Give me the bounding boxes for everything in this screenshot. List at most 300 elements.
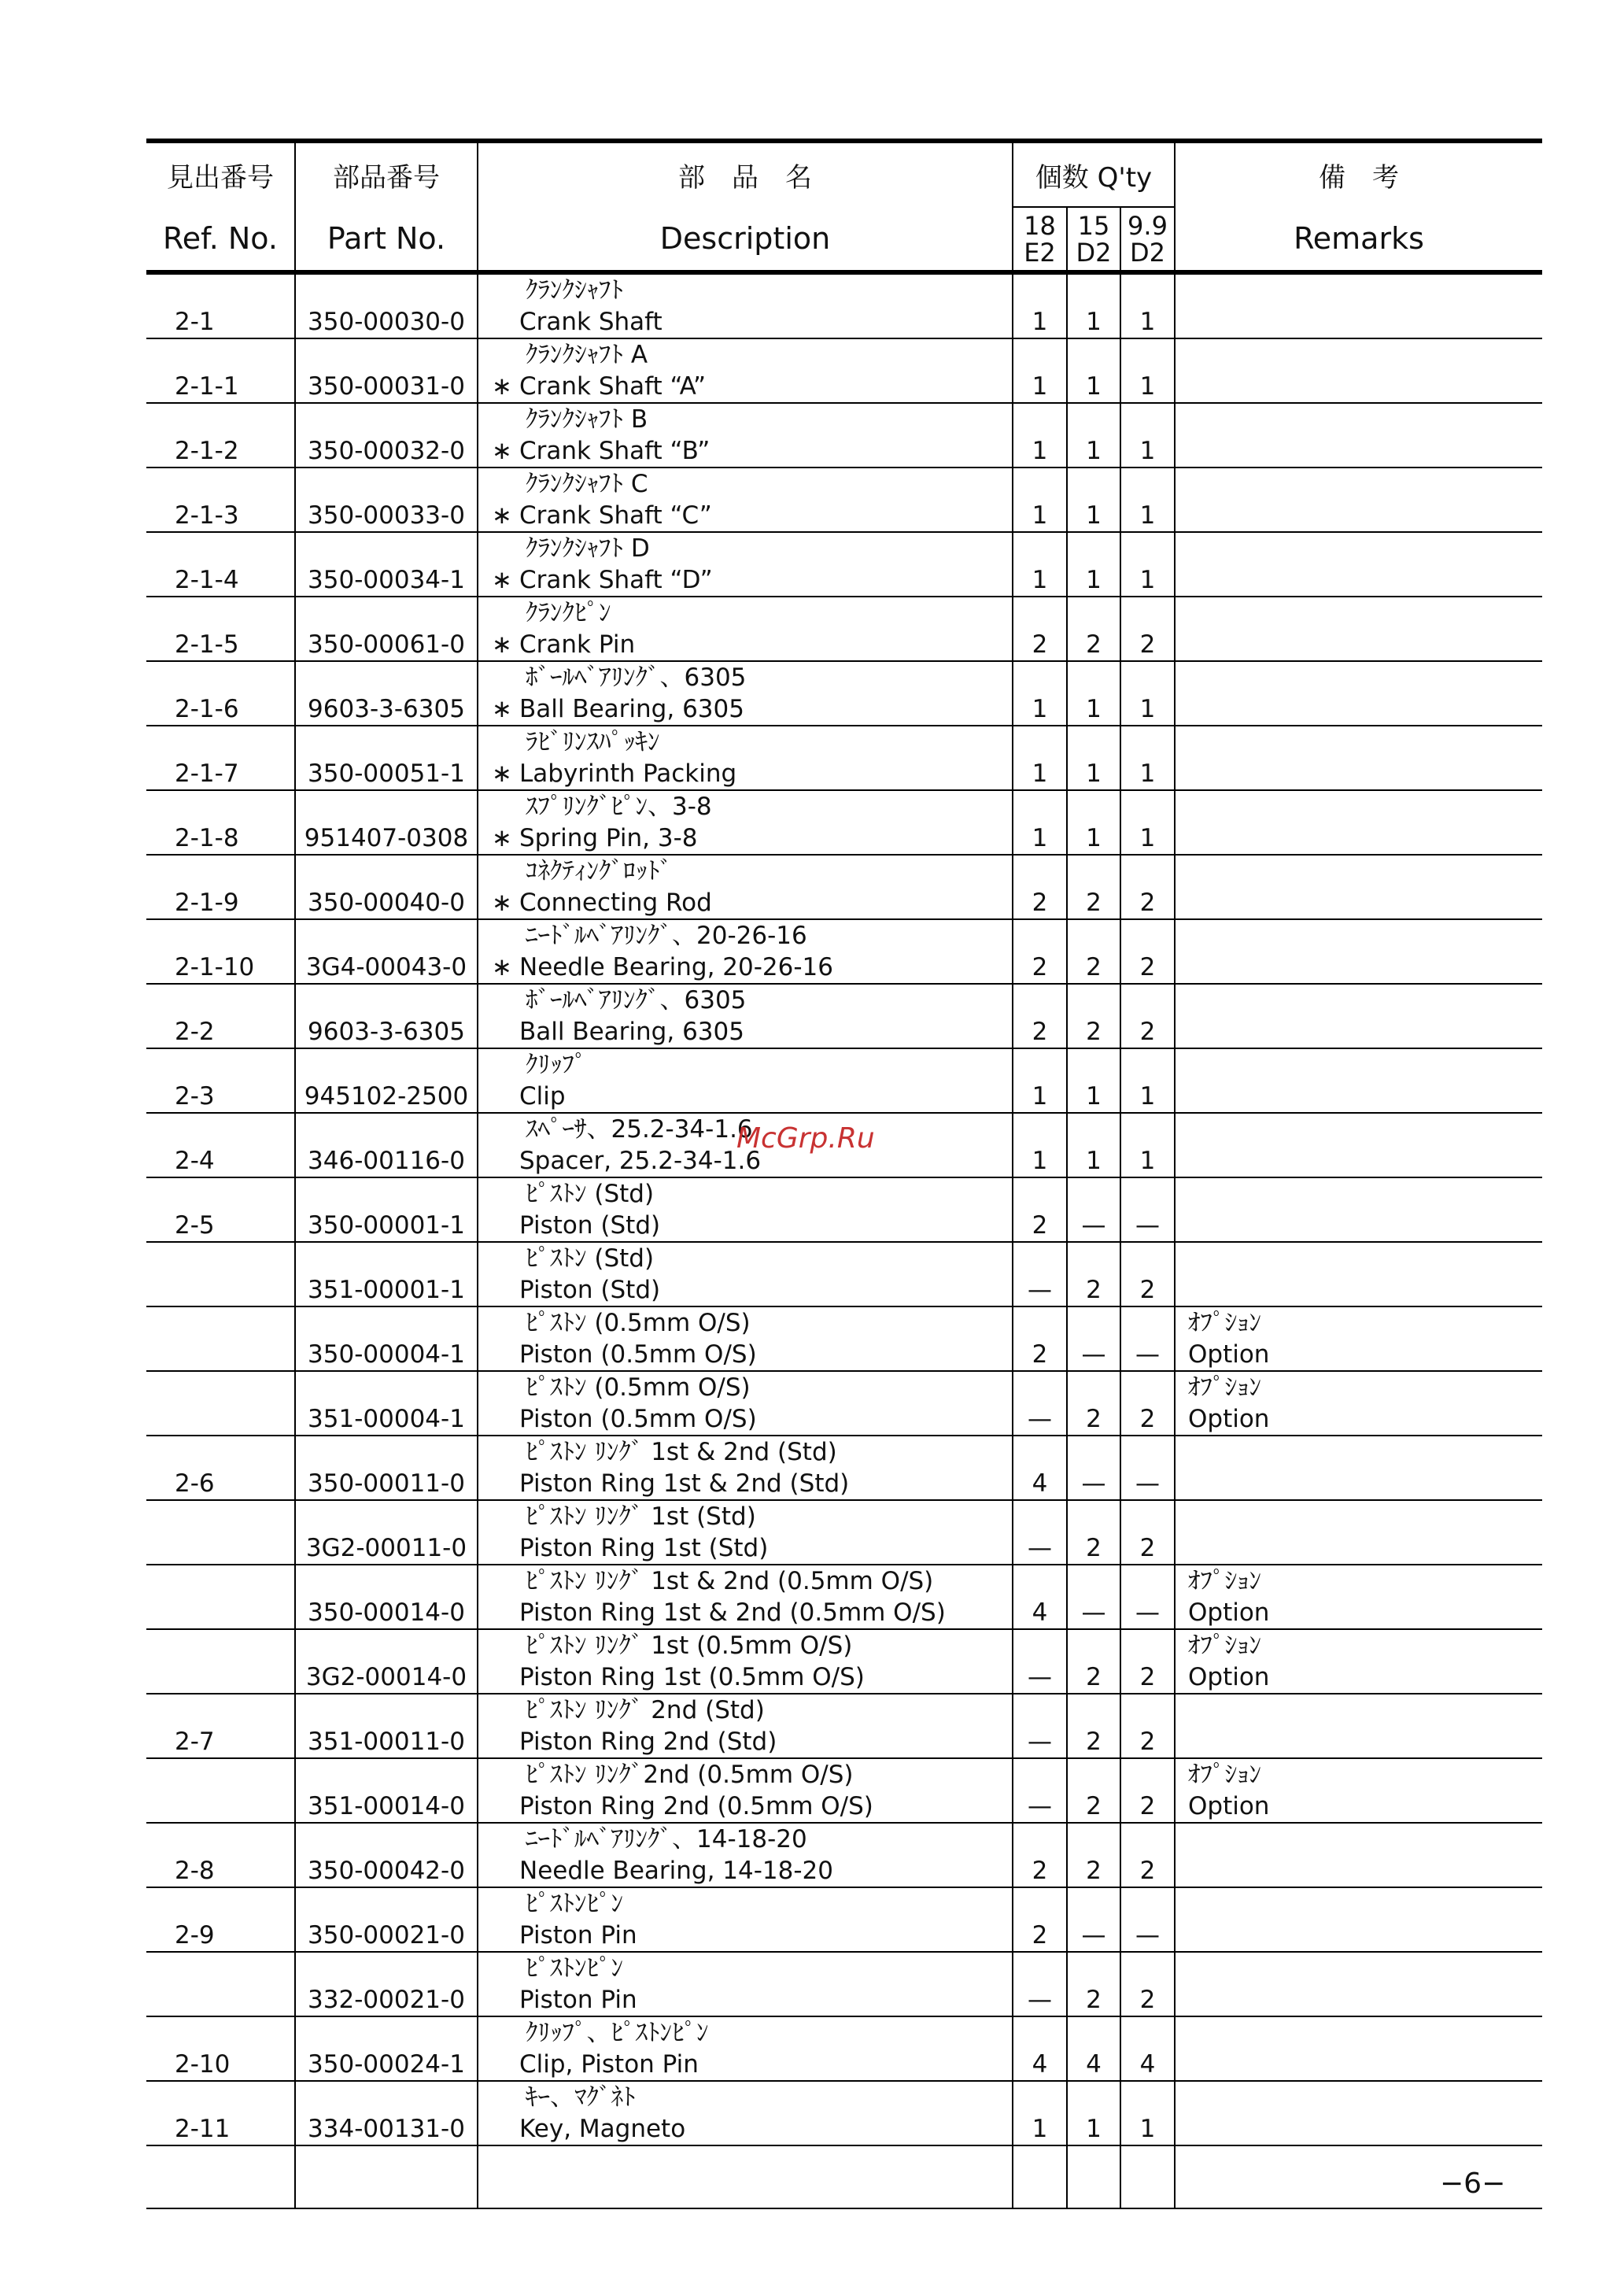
description-jp: ｺﾈｸﾃｨﾝｸﾞﾛｯﾄﾞ <box>526 857 672 885</box>
ref-no-cell: 2-1-4 <box>146 532 295 597</box>
qty-15d2-cell: — <box>1067 1436 1120 1500</box>
qty-99d2-cell: 2 <box>1120 1823 1175 1887</box>
description-jp: ﾋﾟｽﾄﾝ ﾘﾝｸﾞ2nd (0.5mm O/S) <box>526 1761 854 1789</box>
assembly-marker: ∗ <box>492 501 512 530</box>
table-row <box>146 1758 1542 1823</box>
remarks-cell <box>1175 919 1542 984</box>
qty-15d2-cell: 2 <box>1067 984 1120 1048</box>
qty-18e2-cell: 1 <box>1013 338 1067 403</box>
assembly-marker: ∗ <box>492 695 512 723</box>
remarks-cell <box>1175 1113 1542 1177</box>
part-no-cell: 346-00116-0 <box>295 1113 478 1177</box>
part-no-cell: 350-00034-1 <box>295 532 478 597</box>
description-en: Piston Ring 1st & 2nd (Std) <box>519 1469 850 1498</box>
remarks-en: Option <box>1188 1598 1270 1627</box>
description-en: Needle Bearing, 20-26-16 <box>519 953 833 981</box>
qty-99d2-cell: 1 <box>1120 338 1175 403</box>
description-en-line <box>485 500 1012 531</box>
ref-no-cell <box>146 1500 295 1565</box>
watermark: McGrp.Ru <box>736 1122 875 1155</box>
qty-18e2-cell: 1 <box>1013 661 1067 726</box>
remarks-en: Option <box>1188 1405 1270 1433</box>
description-jp: ﾋﾟｽﾄﾝ ﾘﾝｸﾞ 1st (0.5mm O/S) <box>526 1632 853 1660</box>
remarks-header-en: Remarks <box>1175 207 1542 272</box>
table-row <box>146 272 1542 338</box>
description-header-en: Description <box>478 207 1013 272</box>
part-no-cell: 350-00011-0 <box>295 1436 478 1500</box>
remarks-jp: ｵﾌﾟｼｮﾝ <box>1188 1567 1261 1595</box>
remarks-jp: ｵﾌﾟｼｮﾝ <box>1188 1309 1261 1337</box>
assembly-marker: ∗ <box>492 372 512 401</box>
description-en-line <box>485 1468 1012 1499</box>
table-row <box>146 1565 1542 1629</box>
description-jp: ｽﾌﾟﾘﾝｸﾞﾋﾟﾝ、3-8 <box>526 793 712 821</box>
qty-col-15d2-header: 15 D2 <box>1067 207 1120 272</box>
description-en: Key, Magneto <box>519 2115 686 2143</box>
remarks-jp: ｵﾌﾟｼｮﾝ <box>1188 1761 1261 1789</box>
description-jp: ﾋﾟｽﾄﾝﾋﾟﾝ <box>526 1890 623 1918</box>
qty-18e2-cell: 1 <box>1013 403 1067 468</box>
qty-18e2-cell: 2 <box>1013 919 1067 984</box>
description-cell <box>478 1306 1013 1371</box>
ref-no-cell: 2-5 <box>146 1177 295 1242</box>
qty-99d2-cell: 1 <box>1120 2081 1175 2145</box>
description-jp: ﾋﾟｽﾄﾝﾋﾟﾝ <box>526 1954 623 1983</box>
ref-no-header-jp: 見出番号 <box>146 141 295 207</box>
remarks-cell <box>1175 726 1542 790</box>
part-no-cell: 350-00033-0 <box>295 468 478 532</box>
ref-no-cell: 2-3 <box>146 1048 295 1113</box>
qty-99d2-cell: — <box>1120 1177 1175 1242</box>
empty-row <box>146 2145 1542 2208</box>
qty-99d2-cell: — <box>1120 1436 1175 1500</box>
description-cell <box>478 532 1013 597</box>
description-en-line <box>485 2049 1012 2080</box>
description-en: Piston (0.5mm O/S) <box>519 1405 757 1433</box>
remarks-cell <box>1175 1565 1542 1629</box>
description-en-line <box>485 1532 1012 1564</box>
description-en-line <box>485 629 1012 660</box>
qty-15d2-cell: 2 <box>1067 1758 1120 1823</box>
part-no-cell: 3G2-00011-0 <box>295 1500 478 1565</box>
description-en: Piston (Std) <box>519 1276 661 1304</box>
remarks-cell <box>1175 790 1542 855</box>
part-no-cell: 350-00021-0 <box>295 1887 478 1952</box>
description-en-line <box>485 1597 1012 1628</box>
description-en: Piston (0.5mm O/S) <box>519 1340 757 1369</box>
description-jp: ｸﾗﾝｸｼｬﾌﾄ D <box>526 534 650 563</box>
qty-99d2-cell: 2 <box>1120 1758 1175 1823</box>
description-en: Crank Shaft “B” <box>519 437 710 465</box>
remarks-cell <box>1175 1694 1542 1758</box>
qty-18e2-cell: 2 <box>1013 855 1067 919</box>
part-no-cell: 350-00014-0 <box>295 1565 478 1629</box>
description-jp: ｸﾗﾝｸｼｬﾌﾄ B <box>526 405 648 434</box>
part-no-cell: 350-00004-1 <box>295 1306 478 1371</box>
qty-15d2-cell: 1 <box>1067 468 1120 532</box>
table-row <box>146 1823 1542 1887</box>
remarks-jp: ｵﾌﾟｼｮﾝ <box>1188 1373 1261 1402</box>
description-en: Crank Shaft “D” <box>519 566 713 594</box>
description-en-line <box>485 1984 1012 2016</box>
remarks-cell <box>1175 1177 1542 1242</box>
description-en-line <box>485 1791 1012 1822</box>
description-jp: ﾋﾟｽﾄﾝ (0.5mm O/S) <box>526 1373 751 1402</box>
description-jp: ﾋﾟｽﾄﾝ ﾘﾝｸﾞ 1st (Std) <box>526 1502 756 1531</box>
ref-no-cell: 2-7 <box>146 1694 295 1758</box>
qty-99d2-cell: 1 <box>1120 790 1175 855</box>
qty-99d2-cell: 2 <box>1120 1952 1175 2016</box>
qty-15d2-cell: — <box>1067 1177 1120 1242</box>
description-en: Needle Bearing, 14-18-20 <box>519 1857 833 1885</box>
qty-15d2-cell: 1 <box>1067 661 1120 726</box>
description-en-line <box>485 1920 1012 1951</box>
part-no-cell: 9603-3-6305 <box>295 984 478 1048</box>
qty-99d2-cell: 1 <box>1120 468 1175 532</box>
description-header-jp: 部 品 名 <box>478 141 1013 207</box>
remarks-cell <box>1175 1048 1542 1113</box>
qty-15d2-cell: 2 <box>1067 1694 1120 1758</box>
description-jp: ｸﾘｯﾌﾟ <box>526 1051 587 1079</box>
description-jp: ｸﾘｯﾌﾟ、ﾋﾟｽﾄﾝﾋﾟﾝ <box>526 2019 709 2047</box>
description-en-line <box>485 1661 1012 1693</box>
remarks-cell <box>1175 1823 1542 1887</box>
qty-99d2-cell: 2 <box>1120 1694 1175 1758</box>
remarks-cell <box>1175 1436 1542 1500</box>
description-en-line <box>485 822 1012 854</box>
table-row <box>146 1177 1542 1242</box>
description-en: Piston Pin <box>519 1921 637 1949</box>
remarks-cell <box>1175 2081 1542 2145</box>
remarks-en: Option <box>1188 1663 1270 1691</box>
remarks-cell <box>1175 597 1542 661</box>
qty-18e2-cell: — <box>1013 1694 1067 1758</box>
qty-99d2-cell: 4 <box>1120 2016 1175 2081</box>
remarks-cell <box>1175 532 1542 597</box>
part-no-cell: 350-00051-1 <box>295 726 478 790</box>
table-row <box>146 1048 1542 1113</box>
table-row <box>146 1242 1542 1306</box>
description-cell <box>478 855 1013 919</box>
ref-no-cell: 2-1-3 <box>146 468 295 532</box>
description-cell <box>478 661 1013 726</box>
table-row <box>146 532 1542 597</box>
description-en: Clip, Piston Pin <box>519 2050 699 2079</box>
parts-list-sheet <box>146 139 1542 2209</box>
table-row <box>146 597 1542 661</box>
table-row <box>146 1306 1542 1371</box>
qty-99d2-cell: 2 <box>1120 1500 1175 1565</box>
description-jp: ﾎﾞｰﾙﾍﾞｱﾘﾝｸﾞ、6305 <box>526 663 747 692</box>
part-no-cell: 951407-0308 <box>295 790 478 855</box>
description-en: Piston Ring 1st (0.5mm O/S) <box>519 1663 865 1691</box>
description-jp: ﾎﾞｰﾙﾍﾞｱﾘﾝｸﾞ、6305 <box>526 986 747 1014</box>
description-en-line <box>485 435 1012 467</box>
description-jp: ﾆｰﾄﾞﾙﾍﾞｱﾘﾝｸﾞ、20-26-16 <box>526 922 807 950</box>
parts-table <box>146 139 1542 2209</box>
qty-15d2-cell: 2 <box>1067 1629 1120 1694</box>
description-cell <box>478 1371 1013 1436</box>
qty-18e2-cell: — <box>1013 1629 1067 1694</box>
remarks-cell <box>1175 1887 1542 1952</box>
qty-18e2-cell: 2 <box>1013 1887 1067 1952</box>
description-en: Crank Shaft <box>519 308 663 336</box>
remarks-cell <box>1175 468 1542 532</box>
description-cell <box>478 1758 1013 1823</box>
qty-18e2-cell: 4 <box>1013 2016 1067 2081</box>
qty-18e2-cell: — <box>1013 1371 1067 1436</box>
ref-no-cell: 2-1-6 <box>146 661 295 726</box>
description-en-line <box>485 306 1012 338</box>
ref-no-cell <box>146 1306 295 1371</box>
ref-no-cell: 2-1-2 <box>146 403 295 468</box>
qty-15d2-cell: — <box>1067 1887 1120 1952</box>
description-en-line <box>485 1081 1012 1112</box>
qty-18e2-cell: 2 <box>1013 1306 1067 1371</box>
table-row <box>146 1436 1542 1500</box>
remarks-en: Option <box>1188 1340 1270 1369</box>
qty-15d2-cell: 1 <box>1067 726 1120 790</box>
qty-15d2-cell: 2 <box>1067 1500 1120 1565</box>
assembly-marker: ∗ <box>492 630 512 659</box>
qty-18e2-cell: 1 <box>1013 272 1067 338</box>
table-row <box>146 2016 1542 2081</box>
part-no-cell: 3G4-00043-0 <box>295 919 478 984</box>
description-jp: ﾆｰﾄﾞﾙﾍﾞｱﾘﾝｸﾞ、14-18-20 <box>526 1825 807 1853</box>
remarks-cell <box>1175 984 1542 1048</box>
remarks-cell <box>1175 403 1542 468</box>
remarks-cell <box>1175 1952 1542 2016</box>
qty-18e2-cell: 2 <box>1013 1823 1067 1887</box>
assembly-marker: ∗ <box>492 824 512 852</box>
part-no-cell: 945102-2500 <box>295 1048 478 1113</box>
description-jp: ｸﾗﾝｸﾋﾟﾝ <box>526 599 611 627</box>
table-row <box>146 403 1542 468</box>
ref-no-cell: 2-1-1 <box>146 338 295 403</box>
description-en-line <box>485 371 1012 402</box>
ref-no-cell <box>146 1952 295 2016</box>
qty-15d2-cell: 1 <box>1067 2081 1120 2145</box>
description-cell <box>478 597 1013 661</box>
qty-col-99d2-header: 9.9 D2 <box>1120 207 1175 272</box>
remarks-cell <box>1175 338 1542 403</box>
qty-99d2-cell: — <box>1120 1306 1175 1371</box>
remarks-cell <box>1175 1629 1542 1694</box>
remarks-cell <box>1175 1371 1542 1436</box>
part-no-cell: 351-00014-0 <box>295 1758 478 1823</box>
description-cell <box>478 726 1013 790</box>
ref-no-cell: 2-11 <box>146 2081 295 2145</box>
qty-15d2-cell: 2 <box>1067 855 1120 919</box>
part-no-cell: 350-00040-0 <box>295 855 478 919</box>
part-no-cell: 350-00001-1 <box>295 1177 478 1242</box>
description-en: Crank Pin <box>519 630 636 659</box>
remarks-header-jp: 備 考 <box>1175 141 1542 207</box>
description-cell <box>478 1694 1013 1758</box>
table-header <box>146 141 1542 272</box>
remarks-jp: ｵﾌﾟｼｮﾝ <box>1188 1632 1261 1660</box>
table-row <box>146 1371 1542 1436</box>
description-en-line <box>485 1274 1012 1306</box>
description-cell <box>478 2081 1013 2145</box>
ref-no-cell: 2-9 <box>146 1887 295 1952</box>
assembly-marker: ∗ <box>492 566 512 594</box>
ref-no-cell <box>146 1758 295 1823</box>
qty-15d2-cell: 1 <box>1067 1048 1120 1113</box>
part-no-cell: 350-00024-1 <box>295 2016 478 2081</box>
description-en-line <box>485 1339 1012 1370</box>
description-jp: ｽﾍﾟｰｻ、25.2-34-1.6 <box>526 1115 753 1144</box>
table-row <box>146 919 1542 984</box>
table-row <box>146 338 1542 403</box>
part-no-cell: 334-00131-0 <box>295 2081 478 2145</box>
qty-18e2-cell: 2 <box>1013 1177 1067 1242</box>
description-jp: ｸﾗﾝｸｼｬﾌﾄ <box>526 276 623 305</box>
description-cell <box>478 1887 1013 1952</box>
qty-15d2-cell: 1 <box>1067 532 1120 597</box>
part-no-cell: 351-00001-1 <box>295 1242 478 1306</box>
ref-no-cell: 2-1-7 <box>146 726 295 790</box>
qty-18e2-cell: 1 <box>1013 468 1067 532</box>
description-cell <box>478 984 1013 1048</box>
table-row <box>146 1500 1542 1565</box>
qty-18e2-cell: 1 <box>1013 2081 1067 2145</box>
description-jp: ﾋﾟｽﾄﾝ ﾘﾝｸﾞ 1st & 2nd (0.5mm O/S) <box>526 1567 934 1595</box>
description-cell <box>478 790 1013 855</box>
qty-18e2-cell: 1 <box>1013 532 1067 597</box>
description-en: Crank Shaft “C” <box>519 501 712 530</box>
qty-99d2-cell: 1 <box>1120 661 1175 726</box>
description-en: Ball Bearing, 6305 <box>519 695 744 723</box>
qty-99d2-cell: 1 <box>1120 403 1175 468</box>
qty-15d2-cell: 1 <box>1067 338 1120 403</box>
description-cell <box>478 1823 1013 1887</box>
remarks-cell <box>1175 272 1542 338</box>
description-en: Piston (Std) <box>519 1211 661 1240</box>
remarks-cell <box>1175 2016 1542 2081</box>
description-en: Connecting Rod <box>519 889 712 917</box>
description-en-line <box>485 2113 1012 2145</box>
qty-99d2-cell: — <box>1120 1565 1175 1629</box>
table-row <box>146 1887 1542 1952</box>
ref-no-cell <box>146 1629 295 1694</box>
description-en-line <box>485 1726 1012 1757</box>
description-cell <box>478 1565 1013 1629</box>
remarks-cell <box>1175 1242 1542 1306</box>
ref-no-cell <box>146 1565 295 1629</box>
description-en-line <box>485 758 1012 789</box>
qty-99d2-cell: 2 <box>1120 984 1175 1048</box>
description-en: Spacer, 25.2-34-1.6 <box>519 1147 762 1175</box>
ref-no-header-en: Ref. No. <box>146 207 295 272</box>
description-cell <box>478 919 1013 984</box>
assembly-marker: ∗ <box>492 953 512 981</box>
table-row <box>146 2081 1542 2145</box>
table-row <box>146 1629 1542 1694</box>
qty-15d2-cell: 1 <box>1067 790 1120 855</box>
ref-no-cell: 2-1-9 <box>146 855 295 919</box>
page-number: −6− <box>1440 2168 1506 2200</box>
description-cell <box>478 403 1013 468</box>
ref-no-cell: 2-1 <box>146 272 295 338</box>
description-jp: ﾋﾟｽﾄﾝ (0.5mm O/S) <box>526 1309 751 1337</box>
part-no-header-en: Part No. <box>295 207 478 272</box>
description-cell <box>478 468 1013 532</box>
description-en: Clip <box>519 1082 566 1111</box>
description-jp: ﾗﾋﾞﾘﾝｽﾊﾟｯｷﾝ <box>526 728 660 756</box>
qty-18e2-cell: — <box>1013 1952 1067 2016</box>
table-row <box>146 984 1542 1048</box>
part-no-cell: 350-00031-0 <box>295 338 478 403</box>
description-en-line <box>485 887 1012 918</box>
description-en-line <box>485 693 1012 725</box>
description-jp: ｸﾗﾝｸｼｬﾌﾄ A <box>526 341 648 369</box>
qty-18e2-cell: 4 <box>1013 1436 1067 1500</box>
qty-18e2-cell: — <box>1013 1758 1067 1823</box>
description-en-line <box>485 1016 1012 1048</box>
qty-15d2-cell: 1 <box>1067 272 1120 338</box>
description-en: Piston Ring 1st (Std) <box>519 1534 769 1562</box>
description-cell <box>478 1048 1013 1113</box>
qty-18e2-cell: 1 <box>1013 726 1067 790</box>
part-no-cell: 351-00011-0 <box>295 1694 478 1758</box>
description-jp: ｷｰ、ﾏｸﾞﾈﾄ <box>526 2083 636 2112</box>
description-en-line <box>485 1210 1012 1241</box>
ref-no-cell <box>146 1371 295 1436</box>
qty-99d2-cell: 1 <box>1120 272 1175 338</box>
assembly-marker: ∗ <box>492 889 512 917</box>
description-jp: ﾋﾟｽﾄﾝ ﾘﾝｸﾞ 1st & 2nd (Std) <box>526 1438 837 1466</box>
description-en: Crank Shaft “A” <box>519 372 707 401</box>
description-en: Spring Pin, 3-8 <box>519 824 698 852</box>
description-cell <box>478 2016 1013 2081</box>
qty-18e2-cell: 1 <box>1013 1113 1067 1177</box>
table-row <box>146 661 1542 726</box>
qty-15d2-cell: 2 <box>1067 1242 1120 1306</box>
part-no-header-jp: 部品番号 <box>295 141 478 207</box>
qty-15d2-cell: 2 <box>1067 919 1120 984</box>
ref-no-cell: 2-10 <box>146 2016 295 2081</box>
description-en-line <box>485 564 1012 596</box>
qty-15d2-cell: 1 <box>1067 403 1120 468</box>
description-en: Piston Ring 2nd (0.5mm O/S) <box>519 1792 873 1820</box>
qty-18e2-cell: 2 <box>1013 984 1067 1048</box>
description-cell <box>478 1952 1013 2016</box>
ref-no-cell <box>146 1242 295 1306</box>
part-no-cell: 350-00042-0 <box>295 1823 478 1887</box>
description-en-line <box>485 1855 1012 1887</box>
part-no-cell: 332-00021-0 <box>295 1952 478 2016</box>
qty-99d2-cell: 2 <box>1120 1242 1175 1306</box>
description-jp: ﾋﾟｽﾄﾝ (Std) <box>526 1244 655 1273</box>
assembly-marker: ∗ <box>492 759 512 788</box>
ref-no-cell: 2-1-10 <box>146 919 295 984</box>
part-no-cell: 3G2-00014-0 <box>295 1629 478 1694</box>
ref-no-cell: 2-1-5 <box>146 597 295 661</box>
remarks-cell <box>1175 661 1542 726</box>
description-cell <box>478 338 1013 403</box>
remarks-cell <box>1175 1500 1542 1565</box>
remarks-en: Option <box>1188 1792 1270 1820</box>
qty-15d2-cell: 2 <box>1067 1823 1120 1887</box>
qty-18e2-cell: — <box>1013 1242 1067 1306</box>
description-cell <box>478 272 1013 338</box>
qty-18e2-cell: 2 <box>1013 597 1067 661</box>
table-row <box>146 855 1542 919</box>
qty-99d2-cell: 1 <box>1120 726 1175 790</box>
qty-col-18e2-header: 18 E2 <box>1013 207 1067 272</box>
description-cell <box>478 1242 1013 1306</box>
